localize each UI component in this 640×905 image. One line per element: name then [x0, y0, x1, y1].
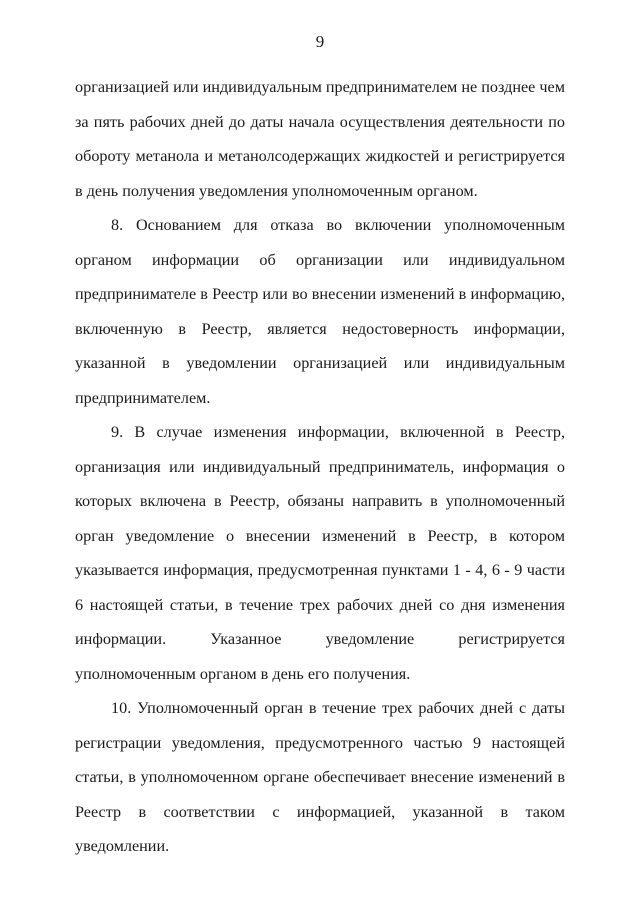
- paragraph-9: 9. В случае изменения информации, включенной в Реестр, организация или индивидуальный предприниматель, информация о которых включена в Реестр, обязаны направить в уполномоченный орган уведомление о внесении изменений в Реестр, в котором указывается информация, предусмотренная пунктами 1 - 4, 6 - 9 части 6 настоящей статьи, в течение трех рабочих дней со дня изменения информации. Указанное уведомление регистрируется уполномоченным органом в день его получения.: [75, 423, 565, 683]
- page-number: 9: [315, 32, 325, 51]
- document-body: [75, 70, 565, 864]
- paragraph-10: 10. Уполномоченный орган в течение трех рабочих дней с даты регистрации уведомления, предусмотренного частью 9 настоящей статьи, в уполномоченном органе обеспечивает внесение изменений в Реестр в соответствии с информацией, указанной в таком уведомлении.: [75, 699, 565, 855]
- paragraph-continuation: организацией или индивидуальным предпринимателем не позднее чем за пять рабочих дней до даты начала осуществления деятельности по обороту метанола и метанолсодержащих жидкостей и регистрируется в день получения уведомления уполномоченным органом.: [75, 78, 565, 200]
- paragraph-8: 8. Основанием для отказа во включении уполномоченным органом информации об организации или индивидуальном предпринимателе в Реестр или во внесении изменений в информацию, включенную в Реестр, является недостоверность информации, указанной в уведомлении организацией или индивидуальным предпринимателем.: [75, 216, 565, 407]
